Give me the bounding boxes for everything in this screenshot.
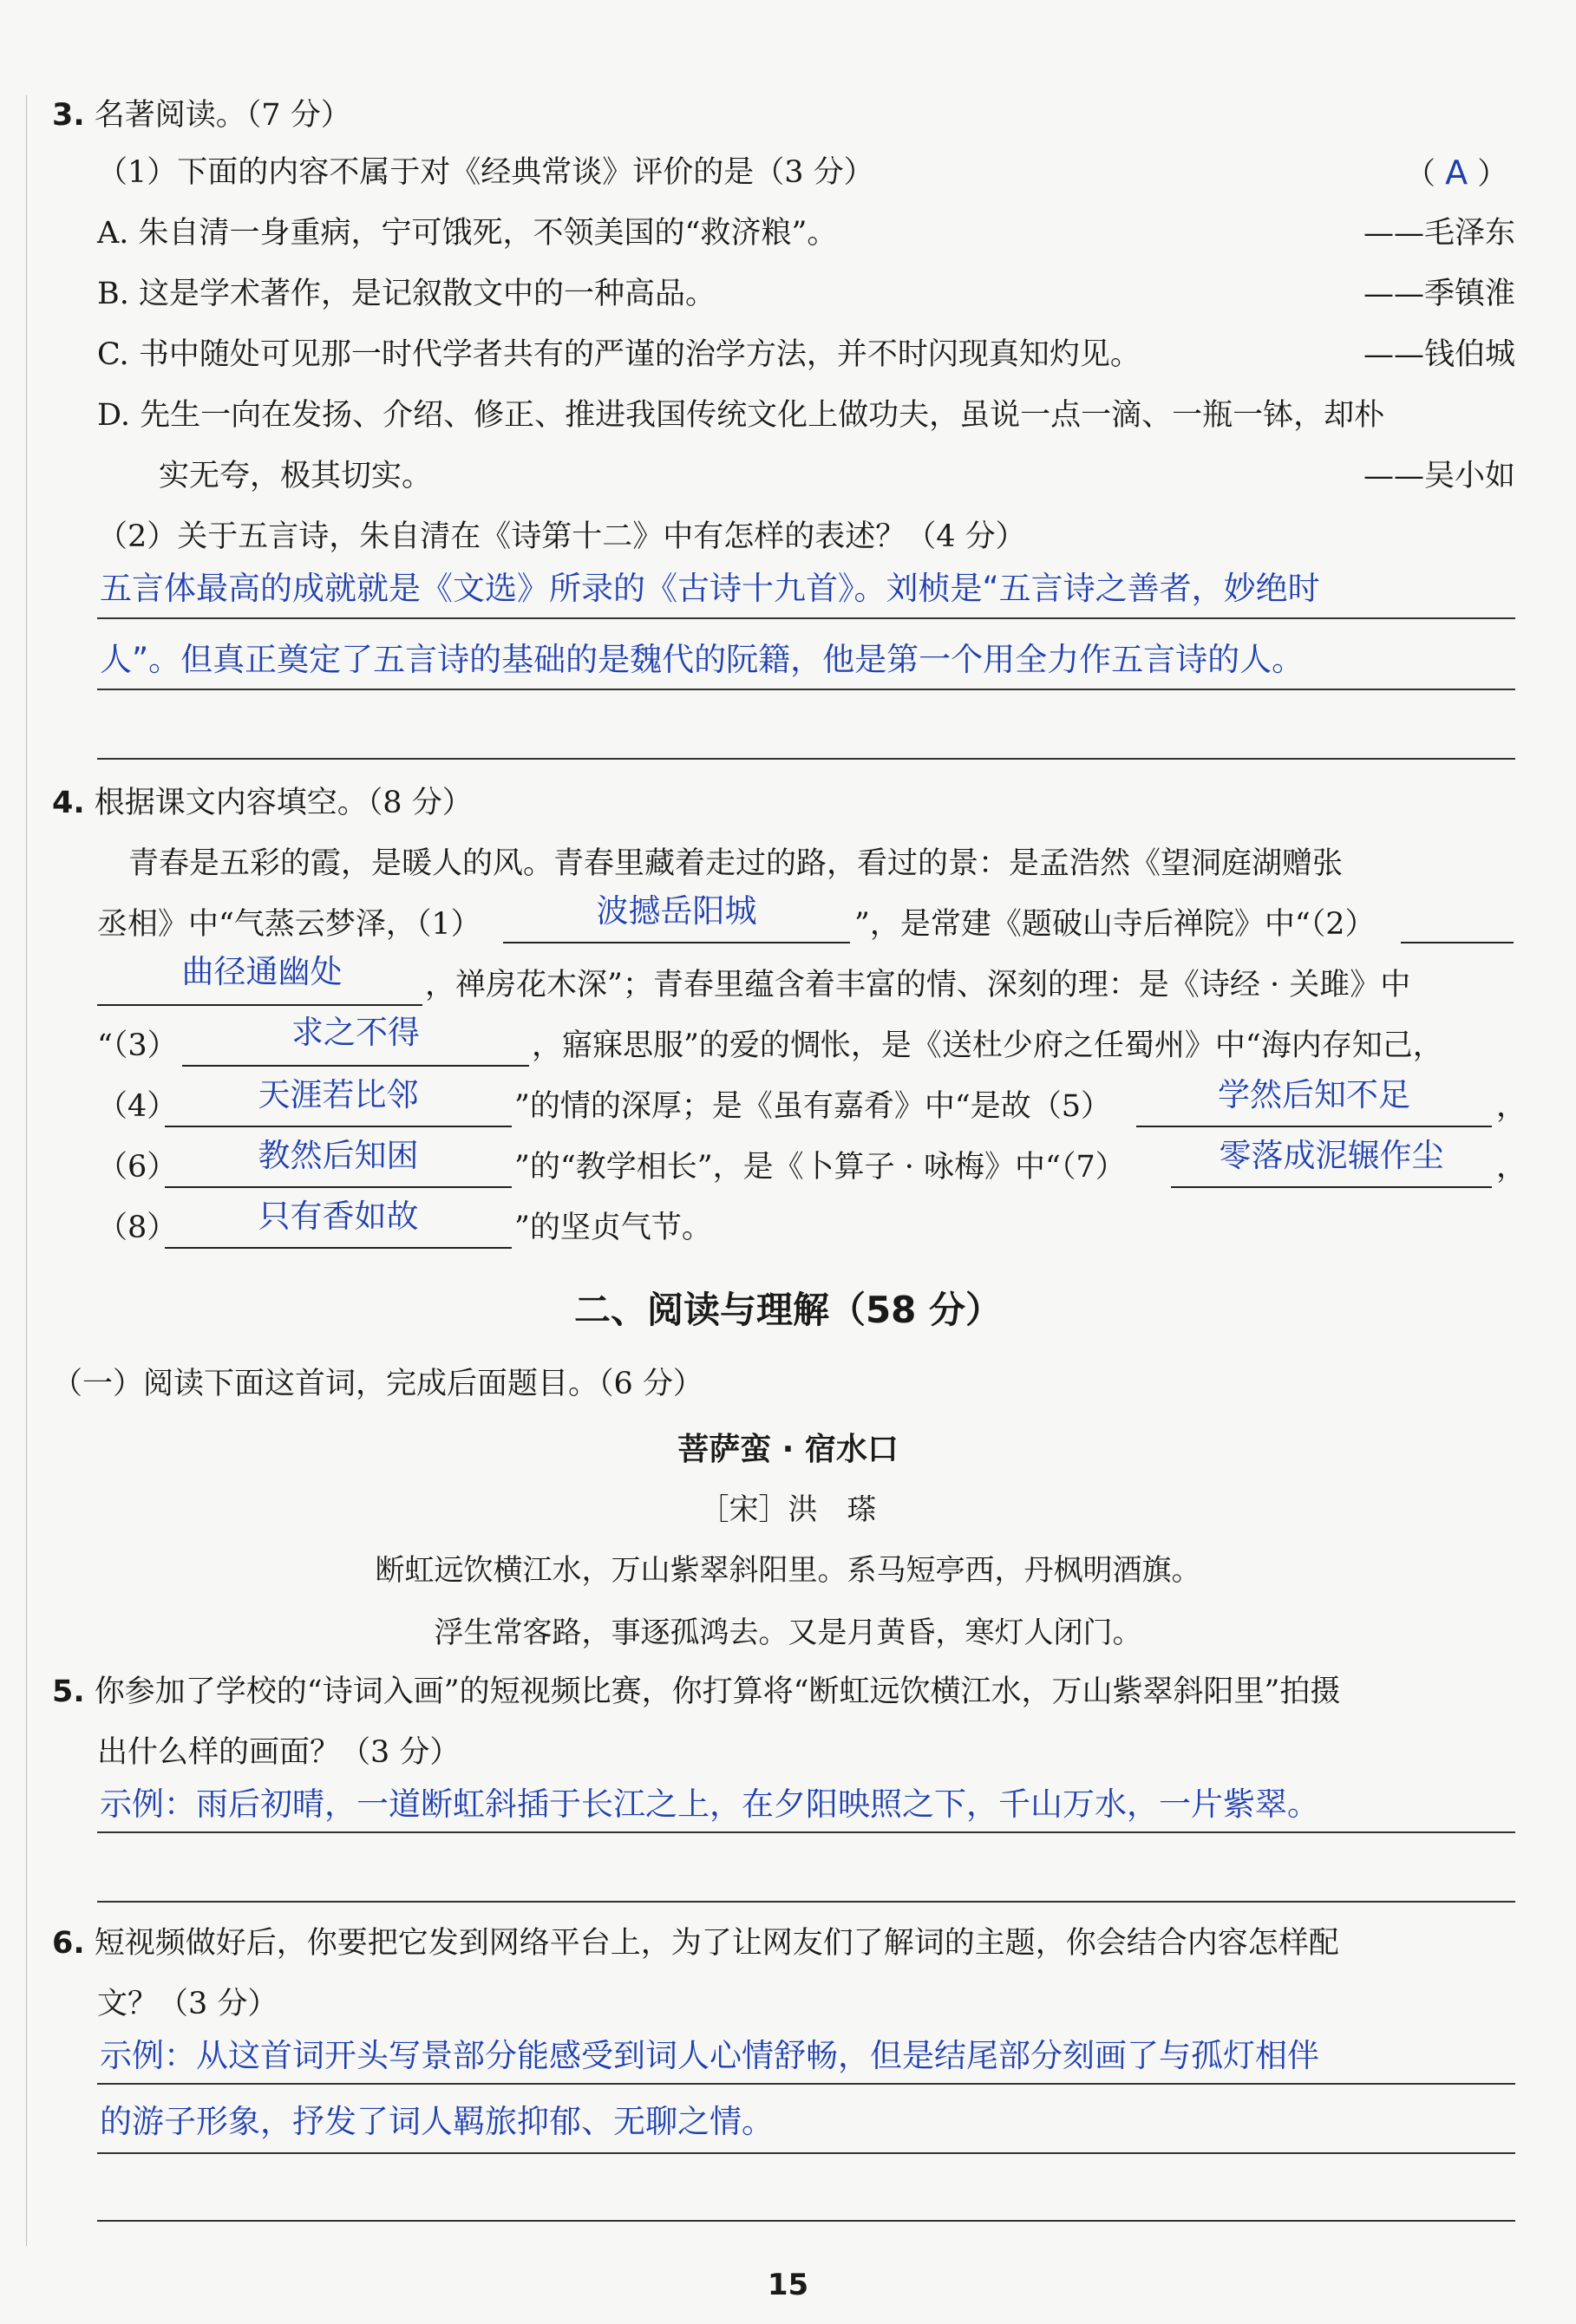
q4-comma: ， <box>1496 1150 1527 1185</box>
poem-title: 菩萨蛮 · 宿水口 <box>677 1432 899 1467</box>
answer-line <box>97 2152 1515 2154</box>
q4-comma: ， <box>1496 1089 1527 1124</box>
q4-para-line5a: （4） <box>97 1089 178 1124</box>
q4-answer-7: 零落成泥辗作尘 <box>1219 1137 1444 1174</box>
q4-para-line7b: ”的坚贞气节。 <box>514 1211 712 1245</box>
blank-line <box>165 1186 512 1188</box>
q4-number: 4. <box>52 786 85 820</box>
q3-option-d-author: ——吴小如 <box>1363 459 1515 493</box>
q4-title: 根据课文内容填空。（8 分） <box>94 786 473 820</box>
option-text: 这是学术著作，是记叙散文中的一种高品。 <box>139 277 716 311</box>
option-label: C. <box>97 337 129 372</box>
option-label: B. <box>97 277 129 311</box>
bracket-open: （ <box>1405 157 1436 192</box>
q3-sub1-answer-bracket <box>1405 153 1507 194</box>
margin-line <box>26 95 27 2246</box>
poem-line-2: 浮生常客路，事逐孤鸿去。又是月黄昏，寒灯人闭门。 <box>434 1616 1142 1650</box>
q4-para-line6a: （6） <box>97 1150 178 1185</box>
q3-option-c <box>97 335 1141 375</box>
q3-number: 3. <box>52 98 85 133</box>
q4-para-line4a: “（3） <box>97 1028 178 1063</box>
blank-line <box>97 1004 422 1006</box>
blank-line <box>1136 1126 1492 1127</box>
q3-sub2-stem: （2）关于五言诗，朱自清在《诗第十二》中有怎样的表述？（4 分） <box>97 519 1026 554</box>
answer-line <box>97 1901 1515 1903</box>
q4-heading <box>52 783 473 823</box>
q4-answer-8: 只有香如故 <box>258 1198 419 1235</box>
answer-line <box>97 1831 1515 1833</box>
q5-number: 5. <box>52 1674 85 1709</box>
q3-option-d-line2: 实无夸，极其切实。 <box>159 459 433 493</box>
blank-line <box>1171 1186 1492 1188</box>
q3-option-b <box>97 274 716 314</box>
q5-answer: 示例：雨后初晴，一道断虹斜插于长江之上，在夕阳映照之下，千山万水，一片紫翠。 <box>100 1785 1319 1823</box>
answer-line <box>97 689 1515 690</box>
page-number: 15 <box>767 2268 809 2302</box>
q4-para-line7a: （8） <box>97 1211 178 1245</box>
q6-title-line1: 短视频做好后，你要把它发到网络平台上，为了让网友们了解词的主题，你会结合内容怎样配 <box>94 1926 1339 1961</box>
option-text: 书中随处可见那一时代学者共有的严谨的治学方法，并不时闪现真知灼见。 <box>138 337 1141 372</box>
section-title: 二、阅读与理解（58 分） <box>573 1289 1003 1331</box>
answer-line <box>97 2220 1515 2222</box>
q4-para-line2b: ”，是常建《题破山寺后禅院》中“（2） <box>854 907 1376 942</box>
bracket-close: ） <box>1477 157 1508 192</box>
q3-sub1-stem: （1）下面的内容不属于对《经典常谈》评价的是（3 分） <box>97 155 874 190</box>
q4-para-line1: 青春是五彩的霞，是暖人的风。青春里藏着走过的路，看过的景：是孟浩然《望洞庭湖赠张 <box>128 846 1344 881</box>
q6-answer-line1: 示例：从这首词开头写景部分能感受到词人心情舒畅，但是结尾部分刻画了与孤灯相伴 <box>100 2037 1319 2074</box>
q3-option-b-author: ——季镇淮 <box>1363 277 1515 311</box>
part1-instruction: （一）阅读下面这首词，完成后面题目。（6 分） <box>52 1367 703 1401</box>
answer-line <box>97 758 1515 760</box>
q6-answer-line2: 的游子形象，抒发了词人羁旅抑郁、无聊之情。 <box>100 2103 774 2140</box>
answer-line <box>97 2083 1515 2085</box>
option-text: 先生一向在发扬、介绍、修正、推进我国传统文化上做功夫，虽说一点一滴、一瓶一钵，却朴 <box>140 398 1385 433</box>
answer-line <box>97 617 1515 619</box>
q3-option-a <box>97 213 837 253</box>
q4-answer-5: 学然后知不足 <box>1218 1076 1410 1113</box>
q4-answer-6: 教然后知困 <box>258 1137 419 1174</box>
option-label: A. <box>97 216 129 251</box>
q5-title-line1: 你参加了学校的“诗词入画”的短视频比赛，你打算将“断虹远饮横江水，万山紫翠斜阳里”拍摄 <box>94 1674 1341 1709</box>
q4-para-line3: ，禅房花木深”；青春里蕴含着丰富的情、深刻的理：是《诗经 · 关雎》中 <box>425 968 1411 1002</box>
option-label: D. <box>97 398 130 433</box>
q6-title-line2: 文？（3 分） <box>97 1987 278 2021</box>
q4-para-line6b: ”的“教学相长”，是《卜算子 · 咏梅》中“（7） <box>514 1150 1126 1185</box>
q3-sub2-answer-line1: 五言体最高的成就就是《文选》所录的《古诗十九首》。刘桢是“五言诗之善者，妙绝时 <box>100 570 1320 607</box>
q3-option-c-author: ——钱伯城 <box>1363 337 1515 372</box>
poem-author: ［宋］洪 瑹 <box>699 1492 877 1527</box>
q5-heading <box>52 1672 1340 1712</box>
blank-line <box>165 1126 512 1127</box>
blank-line <box>165 1247 512 1249</box>
q3-sub2-answer-line2: 人”。但真正奠定了五言诗的基础的是魏代的阮籍，他是第一个用全力作五言诗的人。 <box>100 641 1305 678</box>
q4-para-line5b: ”的情的深厚；是《虽有嘉肴》中“是故（5） <box>514 1089 1112 1124</box>
q4-answer-1: 波撼岳阳城 <box>596 892 757 930</box>
q4-answer-4: 天涯若比邻 <box>258 1076 419 1113</box>
q4-answer-3: 求之不得 <box>291 1014 420 1051</box>
q3-heading <box>52 95 351 135</box>
q3-option-a-author: ——毛泽东 <box>1363 216 1515 251</box>
q3-option-d <box>97 395 1384 435</box>
blank-line <box>182 1065 529 1067</box>
poem-line-1: 断虹远饮横江水，万山紫翠斜阳里。系马短亭西，丹枫明酒旗。 <box>375 1553 1201 1588</box>
q4-para-line2a: 丞相》中“气蒸云梦泽，（1） <box>97 907 481 942</box>
q3-sub1-answer: A <box>1445 153 1468 192</box>
blank-line <box>503 942 850 943</box>
option-text: 朱自清一身重病，宁可饿死，不领美国的“救济粮”。 <box>138 216 838 251</box>
q3-title: 名著阅读。（7 分） <box>94 98 351 133</box>
q6-heading <box>52 1923 1339 1963</box>
q5-title-line2: 出什么样的画面？（3 分） <box>97 1735 461 1770</box>
q4-para-line4b: ，寤寐思服”的爱的惆怅，是《送杜少府之任蜀州》中“海内存知己， <box>532 1028 1443 1063</box>
blank-line <box>1401 942 1514 943</box>
q4-answer-2: 曲径通幽处 <box>181 953 343 990</box>
q6-number: 6. <box>52 1926 85 1961</box>
